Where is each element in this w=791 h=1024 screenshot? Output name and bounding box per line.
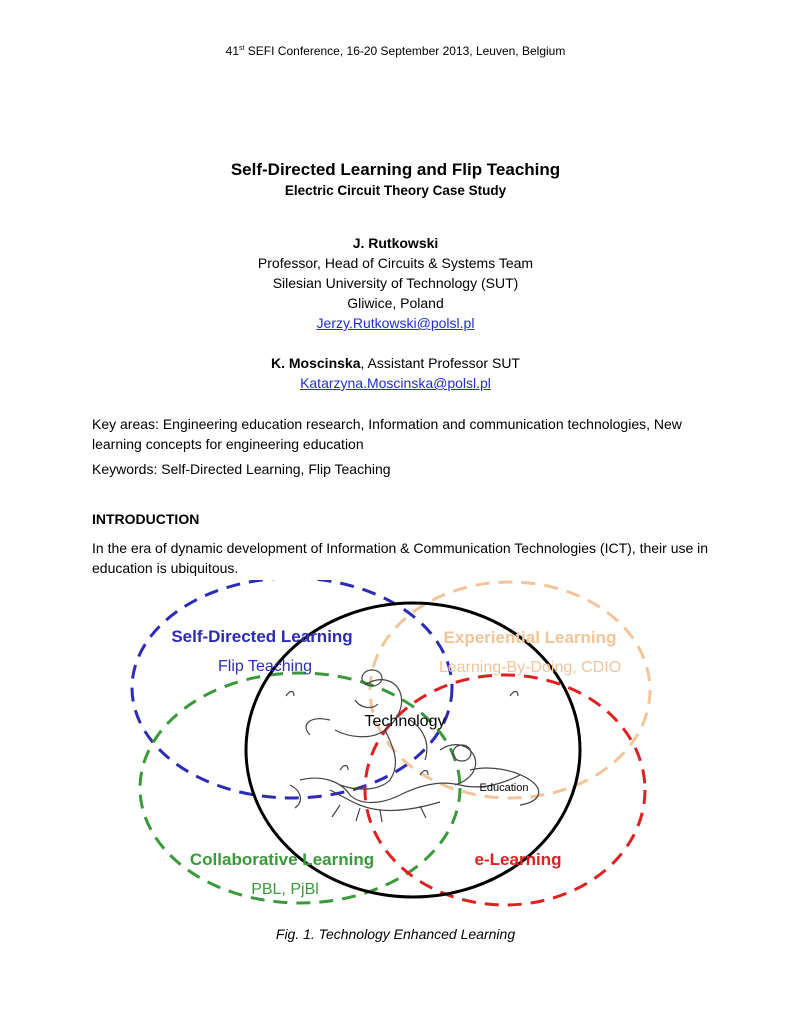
author1-position: Professor, Head of Circuits & Systems Team [257,255,534,271]
conference-details: SEFI Conference, 16-20 September 2013, Leuven, Belgium [244,44,566,58]
running-figures-illustration [286,670,539,822]
author1-email-link[interactable]: Jerzy.Rutkowski@polsl.pl [316,315,475,331]
author1-name: J. Rutkowski [352,235,439,251]
author2-name: K. Moscinska [271,355,361,371]
collaborative-label: Collaborative Learning [189,850,375,869]
technology-label: Technology [364,713,446,730]
paper-subtitle: Electric Circuit Theory Case Study [284,183,507,198]
author2-role: , Assistant Professor SUT [360,355,520,371]
authors-block [0,233,791,393]
key-areas: Key areas: Engineering education research, Information and communication technologies, New learning concepts for engineering education [92,416,682,452]
figure-caption: Fig. 1. Technology Enhanced Learning [275,926,516,942]
flip-teaching-label: Flip Teaching [218,658,312,675]
introduction-paragraph: In the era of dynamic development of Information & Communication Technologies (ICT), their use in education is ubiquitous. [92,540,709,576]
experiential-label: Experiential Learning [443,628,617,647]
conference-header [0,44,791,58]
self-directed-circle [132,580,452,798]
conference-number: 41 [225,44,240,58]
author1-university: Silesian University of Technology (SUT) [272,275,519,291]
venn-diagram-figure [0,580,791,920]
self-directed-label: Self-Directed Learning [171,627,353,646]
learning-by-doing-label: Learning-By-Doing, CDIO [438,659,622,676]
pbl-label: PBL, PjBl [251,881,319,898]
keywords: Keywords: Self-Directed Learning, Flip Teaching [92,461,391,477]
elearning-label: e-Learning [474,850,562,869]
education-label: Education [479,782,529,794]
conference-ordinal: st [239,45,245,52]
author1-location: Gliwice, Poland [347,295,444,311]
author2-email-link[interactable]: Katarzyna.Moscinska@polsl.pl [300,375,491,391]
section-heading-introduction: INTRODUCTION [92,511,200,527]
paper-title: Self-Directed Learning and Flip Teaching [230,160,561,179]
